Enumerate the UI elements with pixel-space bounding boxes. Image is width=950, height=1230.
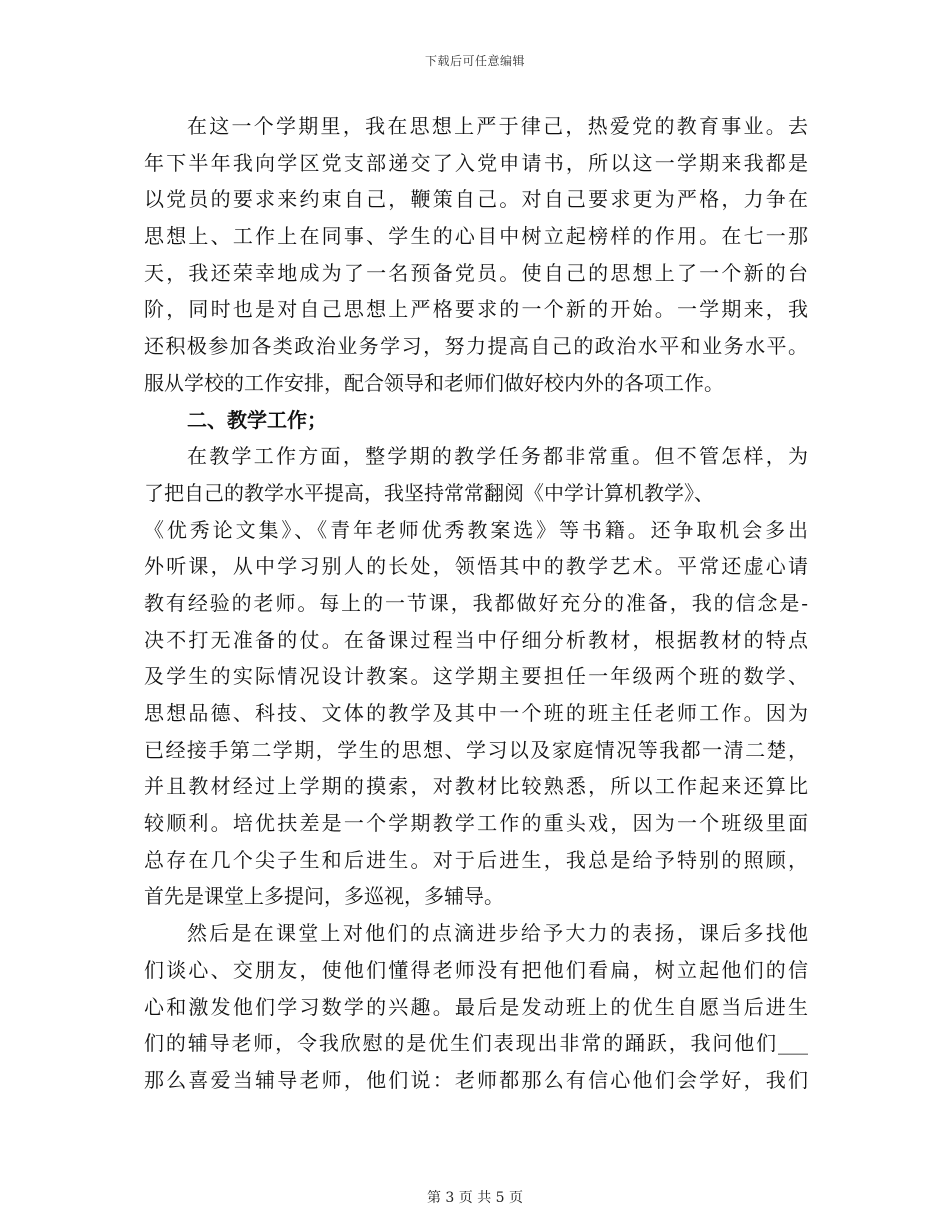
text-line: 及学生的实际情况设计教案。这学期主要担任一年级两个班的数学、	[144, 664, 808, 689]
text-line: 在这一个学期里，我在思想上严于律己，热爱党的教育事业。去	[187, 114, 808, 138]
text-line: 总存在几个尖子生和后进生。对于后进生，我总是给予特别的照顾，	[144, 847, 808, 872]
text-line: 并且教材经过上学期的摸索，对教材比较熟悉，所以工作起来还算比	[144, 774, 808, 799]
text-line: 首先是课堂上多提问，多巡视，多辅导。	[144, 884, 504, 909]
text-line: 们谈心、交朋友，使他们懂得老师没有把他们看扁，树立起他们的信	[144, 957, 808, 982]
text-line: 外听课，从中学习别人的长处，领悟其中的教学艺术。平常还虚心请	[144, 554, 808, 579]
text-line: 在教学工作方面，整学期的教学任务都非常重。但不管怎样，为	[187, 444, 808, 469]
text-line: 心和激发他们学习数学的兴趣。最后是发动班上的优生自愿当后进生	[144, 994, 808, 1019]
text-line: 较顺利。培优扶差是一个学期教学工作的重头戏，因为一个班级里面	[144, 811, 808, 836]
page-number: 第 3 页 共 5 页	[426, 1190, 524, 1206]
text-line: 还积极参加各类政治业务学习，努力提高自己的政治水平和业务水平。	[144, 334, 808, 359]
text-line: 思想品德、科技、文体的教学及其中一个班的班主任老师工作。因为	[144, 701, 808, 725]
text-line: 了把自己的教学水平提高，我坚持常常翻阅《中学计算机教学》、	[144, 480, 714, 505]
text-line: 年下半年我向学区党支部递交了入党申请书，所以这一学期来我都是	[144, 150, 808, 175]
text-line: 那么喜爱当辅导老师，他们说：老师都那么有信心他们会学好，我们	[144, 1067, 808, 1092]
text-line: 思想上、工作上在同事、学生的心目中树立起榜样的作用。在七一那	[144, 224, 808, 249]
text-line: 然后是在课堂上对他们的点滴进步给予大力的表扬，课后多找他	[187, 921, 808, 946]
text-line: 已经接手第二学期，学生的思想、学习以及家庭情况等我都一清二楚，	[144, 737, 808, 762]
section-heading: 二、教学工作；	[187, 407, 327, 432]
text-line: 们的辅导老师，令我欣慰的是优生们表现出非常的踊跃，我问他们___	[144, 1031, 808, 1056]
document-body	[144, 108, 808, 1099]
text-line: 以党员的要求来约束自己，鞭策自己。对自己要求更为严格，力争在	[144, 187, 808, 212]
text-line: 服从学校的工作安排，配合领导和老师们做好校内外的各项工作。	[144, 370, 724, 395]
text-line: 天，我还荣幸地成为了一名预备党员。使自己的思想上了一个新的台	[144, 260, 808, 285]
page-header-note: 下载后可任意编辑	[424, 54, 525, 68]
text-line: 决不打无准备的仗。在备课过程当中仔细分析教材，根据教材的特点	[144, 627, 808, 652]
text-line: 《优秀论文集》、《青年老师优秀教案选》等书籍。还争取机会多出	[144, 517, 808, 542]
text-line: 教有经验的老师。每上的一节课，我都做好充分的准备，我的信念是-	[144, 590, 808, 615]
text-line: 阶，同时也是对自己思想上严格要求的一个新的开始。一学期来，我	[144, 297, 808, 322]
